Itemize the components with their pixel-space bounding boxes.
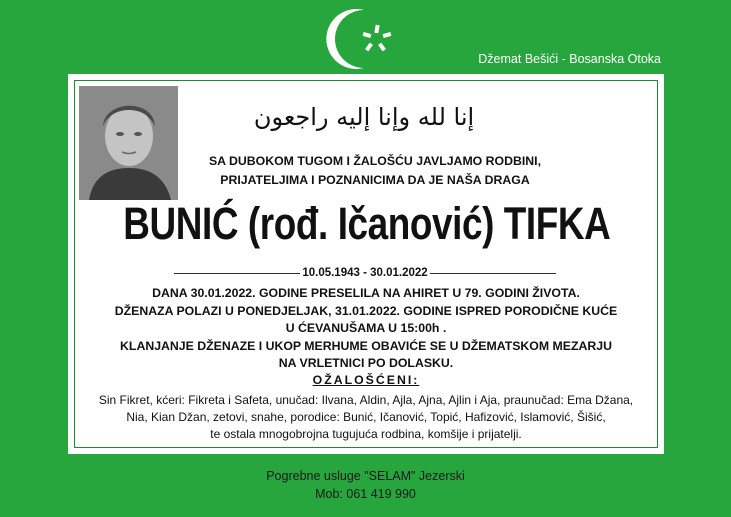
crescent-logo-icon bbox=[328, 6, 402, 70]
mourners-line: Sin Fikret, kćeri: Fikreta i Safeta, unučad: Ilvana, Aldin, Ajla, Ajna, Ajlin i Aja, praunučad: Ema Džana, bbox=[98, 393, 634, 407]
funeral-phone: Mob: 061 419 990 bbox=[315, 487, 416, 501]
intro-text bbox=[180, 152, 570, 190]
arabic-calligraphy bbox=[253, 93, 475, 139]
intro-line: SA DUBOKOM TUGOM I ŽALOŠĆU JAVLJAMO RODBINI, bbox=[208, 154, 541, 168]
arabic-verse-text: إنا لله وإنا إليه راجعون bbox=[253, 103, 475, 131]
announcement-line: U ĆEVANUŠAMA U 15:00h . bbox=[285, 321, 447, 335]
mourners-line: te ostala mnogobrojna tugujuća rodbina, komšije i prijatelji. bbox=[210, 427, 522, 441]
organization-name: Džemat Bešići - Bosanska Otoka bbox=[478, 52, 661, 66]
announcement-line: NA VRLETNICI PO DOLASKU. bbox=[278, 356, 454, 370]
deceased-photo bbox=[79, 86, 178, 200]
mourners-heading: OŽALOŠĆENI: bbox=[312, 373, 420, 387]
announcement-line: DŽENAZA POLAZI U PONEDJELJAK, 31.01.2022. GODINE ISPRED PORODIČNE KUĆE bbox=[114, 303, 618, 318]
lifespan-row bbox=[172, 267, 558, 279]
divider-line bbox=[430, 273, 556, 274]
funeral-company: Pogrebne usluge "SELAM" Jezerski bbox=[266, 469, 465, 483]
mourners-list bbox=[74, 392, 658, 443]
lifespan-dates: 10.05.1943 - 30.01.2022 bbox=[302, 267, 428, 279]
mourners-line: Nia, Kian Džan, zetovi, snahe, porodice: Bunić, Ičanović, Topić, Hafizović, Islamović, Šišić, bbox=[126, 410, 606, 424]
deceased-name: BUNIĆ (rođ. Ičanović) TIFKA bbox=[123, 198, 611, 249]
announcement-line: DANA 30.01.2022. GODINE PRESELILA NA AHIRET U 79. GODINI ŽIVOTA. bbox=[152, 286, 580, 300]
announcement-text bbox=[74, 285, 658, 373]
announcement-line: KLANJANJE DŽENAZE I UKOP MERHUME OBAVIĆE SE U DŽEMATSKOM MEZARJU bbox=[120, 338, 612, 353]
intro-line: PRIJATELJIMA I POZNANICIMA DA JE NAŠA DRAGA bbox=[220, 173, 530, 187]
divider-line bbox=[174, 273, 300, 274]
